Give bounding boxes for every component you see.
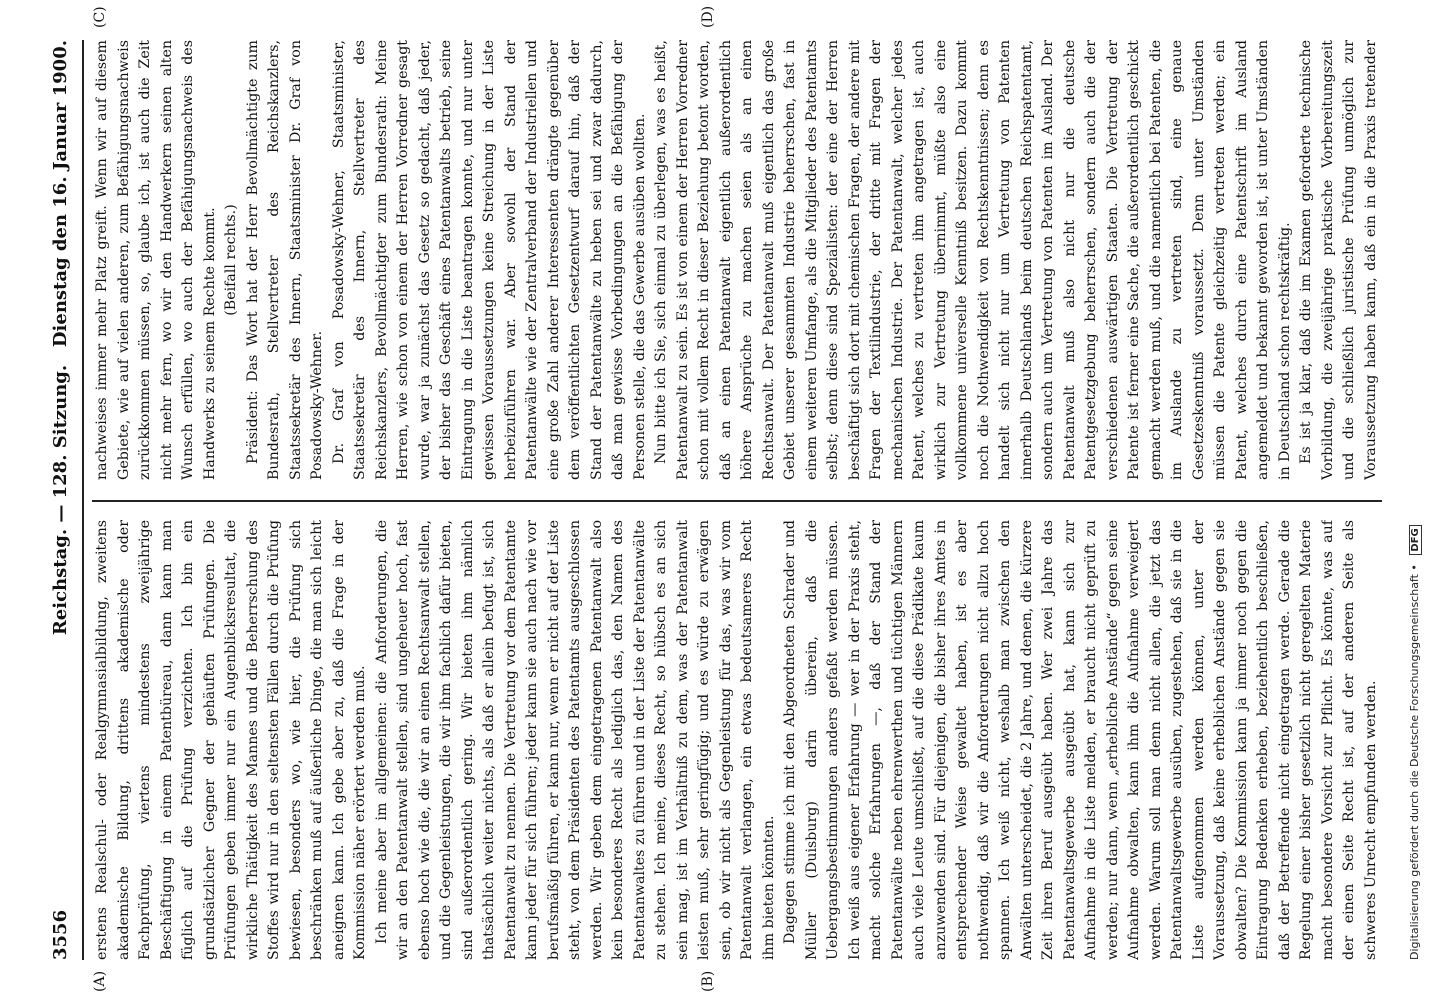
- header-rule: [82, 40, 84, 960]
- paragraph: erstens Realschul- oder Realgymnasialbildung, zweitens akademische Bildung, drittens akademische oder Fachprüfung, viertens mindestens zweijährige Beschäftigung in einem Patentbüreau, dann kann man füglich auf die Prüfung verzichten. Ich bin ein grundsätzlicher Gegner der gehäuften Prüfungen. Die Prüfungen geben immer nur ein Augenblicksresultat, die wirkliche Thätigkeit des Mannes und die Beherrschung des Stoffes wird nur in den seltensten Fällen durch die Prüfung bewiesen, besonders wo, wie hier, die Prüfung sich beschränken muß auf äußerliche Dinge, die man sich leicht aneignen kann. Ich gebe aber zu, daß die Frage in der Kommission näher erörtert werden muß.: [94, 520, 368, 960]
- dfg-logo: DFG: [1409, 525, 1422, 554]
- footer-text: Digitalisierung gefördert durch die Deutsche Forschungsgemeinschaft •: [1408, 564, 1421, 960]
- session-date: Dienstag den 16. Januar 1900.: [50, 40, 71, 348]
- margin-marker-a: (A): [92, 970, 108, 992]
- page-header: [50, 40, 78, 960]
- paragraph: Dagegen stimme ich mit den Abgeordneten Schrader und Müller (Duisburg) darin überein, daß die Uebergangsbestimmungen anders gefaßt werden müssen. Ich weiß aus eigener Erfahrung — wer in der Praxis steht, macht solche Erfahrungen —, daß der Stand der Patentanwälte neben ehrenwerthen und tüchtigen Männern auch viele Leute umschließt, auf die diese Prädikate kaum anzuwenden sind. Für diejenigen, die bisher ihres Amtes in entsprechender Weise gewaltet haben, ist es aber nothwendig, daß wir die Anforderungen nicht allzu hoch spannen. Ich weiß nicht, weshalb man zwischen den Anwälten unterscheidet, die 2 Jahre, und denen, die kürzere Zeit ihren Beruf ausgeübt haben. Wer zwei Jahre das Patentanwaltsgewerbe ausgeübt hat, kann sich zur Aufnahme in die Liste melden, er braucht nicht geprüft zu werden; nur dann, wenn „erhebliche Anstände“ gegen seine Aufnahme obwalten, kann ihm die Aufnahme verweigert werden. Warum soll man denn nicht allen, die jetzt das Patentanwaltsgewerbe ausüben, zugestehen, daß sie in die Liste aufgenommen werden können, unter der Voraussetzung, daß keine erheblichen Anstände gegen sie obwalten? Die Kommission kann ja immer noch gegen die Eintragung Bedenken erheben, beziehentlich beschließen, daß der Betreffende nicht eingetragen werde. Gerade die Regelung einer bisher gesetzlich nicht geregelten Materie macht besondere Vorsicht zur Pflicht. Es könnte, was auf der einen Seite Recht ist, auf der anderen Seite als schweres Unrecht empfunden werden.: [782, 520, 1379, 960]
- margin-marker-b: (B): [700, 970, 716, 992]
- margin-marker-d: (D): [700, 5, 716, 28]
- digitization-footer: [1408, 40, 1422, 960]
- president-statement: Präsident: Das Wort hat der Herr Bevollmächtigte zum Bundesrath, Stellvertreter des Reichskanzlers, Staatssekretär des Innern, Staatsminister Dr. Graf von Posadowsky-Wehner.: [244, 40, 325, 480]
- paragraph: nachweises immer mehr Platz greift. Wenn wir auf diesem Gebiete, wie auf vielen anderen, zum Befähigungsnachweis zurückkommen müssen, so, glaube ich, ist auch die Zeit nicht mehr fern, wo wir den Handwerkern seinen alten Wunsch erfüllen, wo auch der Befähigungsnachweis des Handwerks zu seinem Rechte kommt.: [94, 40, 218, 480]
- page-title: Reichstag. — 128. Sitzung.: [50, 364, 71, 636]
- paragraph: Es ist ja klar, daß die im Examen geforderte technische Vorbildung, die zweijährige praktische Vorbereitungszeit und die schließlich juristische Prüfung unmöglich zur Voraussetzung haben kann, daß ein in die Praxis tretender: [1298, 40, 1379, 480]
- speaker-statement: Dr. Graf von Posadowsky-Wehner, Staatsminister, Staatssekretär des Innern, Stellvertreter des Reichskanzlers, Bevollmächtigter zum Bundesrath: Meine Herren, wie schon von einem der Herren Vorredner gesagt wurde, war ja zunächst das Gesetz so gedacht, daß jeder, der bisher das Geschäft eines Patentanwalts betrieb, seine Eintragung in die Liste beantragen konnte, und nur unter gewissen Voraussetzungen keine Streichung in der Liste herbeizuführen war. Aber sowohl der Stand der Patentanwälte wie der Zentralverband der Industriellen und eine große Zahl anderer Interessenten drängte gegenüber dem veröffentlichten Gesetzentwurf darauf hin, daß der Stand der Patentanwälte zu heben sei und zwar dadurch, daß man gewisse Vorbedingungen an die Befähigung der Personen stelle, die das Gewerbe ausüben wollten.: [330, 40, 648, 480]
- left-column: [92, 520, 1382, 960]
- column-divider: [92, 500, 1382, 502]
- page-number: 3556: [50, 909, 71, 960]
- margin-marker-c: (C): [92, 6, 108, 28]
- right-column: [92, 40, 1382, 480]
- applause-note: (Beifall rechts.): [223, 204, 239, 316]
- paragraph: Ich meine aber im allgemeinen: die Anforderungen, die wir an den Patentanwalt stellen, sind ungeheuer hoch, fast ebenso hoch wie die, die wir an einen Rechtsanwalt stellen, und die Gegenleistungen, die wir ihm fachlich dafür bieten, sind außerordentlich gering. Wir bieten ihm nämlich thatsächlich weiter nichts, als daß er allein befugt ist, sich Patentanwalt zu nennen. Die Vertretung vor dem Patentamte kann jeder für sich führen; jeder kann sie auch nach wie vor berufsmäßig führen, er kann nur, wenn er nicht auf der Liste steht, von dem Präsidenten des Patentamts ausgeschlossen werden. Wir geben dem eingetragenen Patentanwalt also kein besonderes Recht als lediglich das, den Namen des Patentanwaltes zu führen und in der Liste der Patentanwälte zu stehen. Ich meine, dieses Recht, so hübsch es an sich sein mag, ist im Verhältniß zu dem, was der Patentanwalt leisten muß, sehr geringfügig; und es würde zu erwägen sein, ob wir nicht als Gegenleistung für das, was wir vom Patentanwalt verlangen, ein etwas bedeutsameres Recht ihm bieten könnten.: [373, 520, 777, 960]
- paragraph: Nun bitte ich Sie, sich einmal zu überlegen, was es heißt, Patentanwalt zu sein. Es ist von einem der Herren Vorredner schon mit vollem Recht in dieser Beziehung betont worden, daß an einen Patentanwalt eigentlich außerordentlich höhere Ansprüche zu machen seien als an einen Rechtsanwalt. Der Patentanwalt muß eigentlich das große Gebiet unserer gesammten Industrie beherrschen, fast in einem weiteren Umfange, als die Mitglieder des Patentamts selbst; denn diese sind Spezialisten: der eine der Herren beschäftigt sich dort mit chemischen Fragen, der andere mit Fragen der Textilindustrie, der dritte mit Fragen der mechanischen Industrie. Der Patentanwalt, welcher jedes Patent, welches zu vertreten ihm angetragen ist, auch wirklich zur Vertretung übernimmt, müßte also eine vollkommene universelle Kenntniß besitzen. Dazu kommt noch die Nothwendigkeit von Rechtskenntnissen; denn es handelt sich nicht nur um Vertretung von Patenten innerhalb Deutschlands beim deutschen Reichspatentamt, sondern auch um Vertretung von Patenten im Ausland. Der Patentanwalt muß also nicht nur die deutsche Patentgesetzgebung beherrschen, sondern auch die der verschiedenen auswärtigen Staaten. Die Vertretung der Patente ist ferner eine Sache, die außerordentlich geschickt gemacht werden muß, und die namentlich bei Patenten, die im Auslande zu vertreten sind, eine genaue Gesetzeskenntniß voraussetzt. Denn unter Umständen müssen die Patente gleichzeitig vertreten werden; ein Patent, welches durch eine Patentschrift im Ausland angemeldet und bekannt geworden ist, ist unter Umständen in Deutschland schon rechtskräftig.: [653, 40, 1293, 480]
